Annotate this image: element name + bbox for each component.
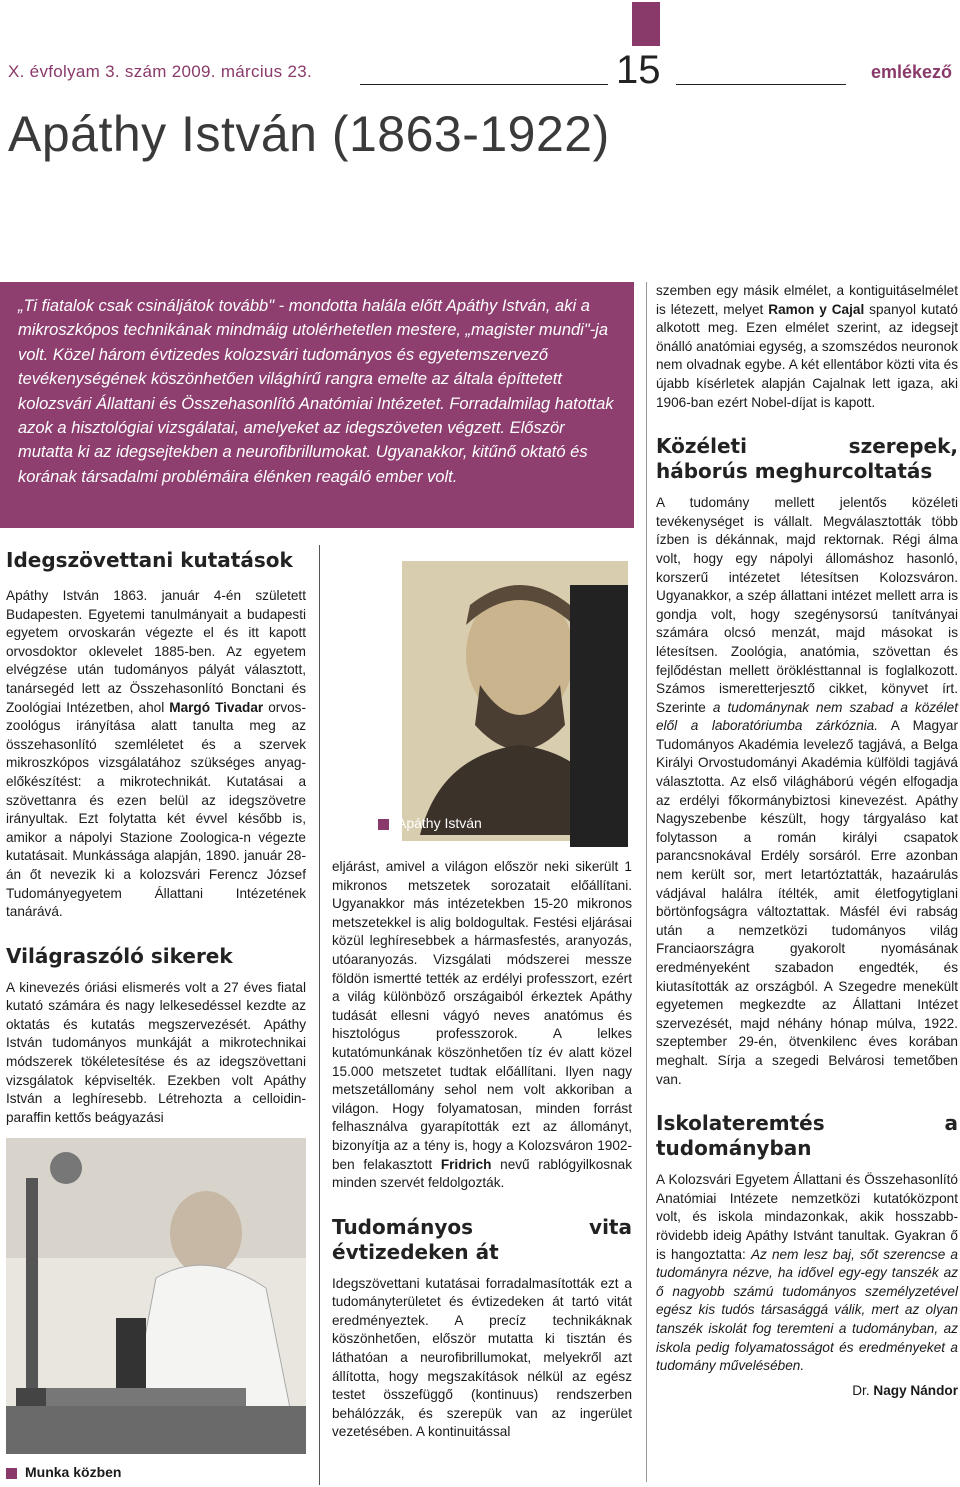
col3-p2-text-a: A tudomány mellett jelentős közéleti tevékenységet is vállalt. Megválasztották több ízben is dékánnak, majd rektornak. Régi álma volt, hogy egy nápolyi állomáshoz hasonló, korszerű intézetet létesítsen Kolozsváron. Ugyanakkor, a szép állattani intézet mellett arra is gondja volt, hogy szegénysorsú tanítványai számára olcsó menzát, majd másokat is létesítsen. Zoológia, anatómia, szövettan és fejlődéstan mellett öröklésttannal is foglalkozott. Számos ismeretterjesztő cikket, könyvet írt. Szerinte	[656, 495, 958, 715]
heading-tudomanyos-vita: Tudományos vita évtizedeken át	[332, 1214, 632, 1264]
photo-munka-kozben	[6, 1138, 306, 1454]
caption-munka-kozben	[6, 1464, 121, 1480]
col3-p1-name: Ramon y Cajal	[768, 301, 865, 317]
col3-paragraph-1	[656, 282, 958, 412]
col3-p1-text-a: szemben egy másik elmélet, a kontiguitáselmélet is létezett, melyet	[656, 283, 958, 317]
section-label: emlékező	[870, 62, 952, 82]
author-line	[656, 1382, 958, 1401]
col2-p1-text-b: nevű rablógyilkosnak minden szervét feldolgozták.	[332, 1156, 632, 1191]
author-name: Nagy Nándor	[873, 1382, 958, 1398]
col1-p1-text-a: Apáthy István 1863. január 4-én született Budapesten. Egyetemi tanulmányait a budapesti egyetem orvoskarán végezte el és itt kapott orvosdoktor oklevelet 1885-ben. Az egyetem elvégzése után tudományos pályát választott, tanársegéd lett az Összehasonlító Bonctani és Zoológiai Intézetben, ahol	[6, 588, 306, 715]
page-number: 15	[616, 48, 661, 92]
page-number-tab	[632, 2, 660, 46]
square-bullet-icon	[6, 1468, 17, 1479]
author-prefix: Dr.	[852, 1382, 870, 1398]
col1-paragraph-2: A kinevezés óriási elismerés volt a 27 éves fiatal kutató számára és nagy lelkesedéssel kezdte az oktatás és kutatás megszervezését. Apáthy István tudományos munkáját a mikrotechnikai módszerek tökéletesítése és az idegszövettani vizsgálatok képviselték. Ezekben volt Apáthy István a leghíresebb. Létrehozta a celloidin-paraffin kettős beágyazási	[6, 979, 306, 1125]
caption-apathy-istvan	[378, 815, 482, 831]
col1-p1-name: Margó Tivadar	[169, 699, 264, 715]
col1-paragraph-1	[6, 587, 306, 922]
heading-iskolateremtes: Iskolateremtés a tudományban	[656, 1111, 958, 1161]
photo-lab-illustration	[6, 1138, 306, 1454]
caption-text-2: Apáthy István	[397, 815, 482, 831]
col3-paragraph-2	[656, 494, 958, 1089]
article-title: Apáthy István (1863-1922)	[8, 106, 610, 162]
header-rule-right	[676, 84, 846, 85]
heading-idegszovettani: Idegszövettani kutatások	[6, 548, 293, 572]
col2-paragraph-2: Idegszövettani kutatásai forradalmasították ezt a tudományterületet és évtizedeken át tartó vitát eredményeztek. A precíz technikáknak köszönhetően, először mutatta ki tisztán és láthatóan a neurofibrillumokat, melyekről azt állította, hogy megszakítások nélkül az egész testet összefüggő (kontinuus) rendszerben behálózzák, és szerepük van az ingerület vezetésében. A kontinuitással	[332, 1275, 632, 1440]
col3-p2-text-b: A Magyar Tudományos Akadémia levelező tagjává, a Belga Királyi Orvostudományi Akadémia külföldi tagjává választotta. Az első világháború végén elfogadja az erdélyi főkormánybiztosi kinevezést. Apáthy Nagyszebenbe készült, hogy tárgyaláso kat folytasson a román királyi csapatok parancsnokával Erdély sorsáról. Erre azonban nem került sor, mert letartóztatták, hazaárulás vádjával halálra ítélték, amit életfogytiglani börtönfogságra változtattak. Másfél évi rabság után a nemzetközi tudományos világ Franciaországra gyakorolt nyomásának eredményeként szabadon engedték, és kiutasították az országból. A Szegedre menekült egyetemen megkezdte az Állattani Intézet szervezését, majd néhány hónap múlva, 1922. szeptember 29-én, ötvenkilenc éves korában meghalt. Sírja a szegedi Belvárosi temetőben van.	[656, 718, 958, 1087]
heading-vilagraszolo: Világraszóló sikerek	[6, 943, 233, 968]
header-rule-left	[360, 84, 608, 85]
col2-paragraph-1	[332, 858, 632, 1193]
heading-kozeleti: Közéleti szerepek, háborús meghurcoltatás	[656, 434, 958, 484]
photo-apathy-portrait	[330, 545, 628, 849]
lead-box	[0, 282, 634, 528]
issue-info: X. évfolyam 3. szám 2009. március 23.	[8, 62, 313, 81]
col2-p1-text-a: eljárást, amivel a világon először neki sikerült 1 mikronos metszetek sorozatait előállítani. Ugyanakkor más intézetekben 15-20 mikronos metszetekkel is alig boldogultak. Festési eljárásai közül leghíresebbek a hármasfestés, aranyozás, utóaranyozás. Vizsgálati módszerei messze földön ismertté tették az erdélyi professzort, ezért a világ különböző országaiból érkeztek Apáthy tudását ellesni vágyó neves anatómus és hisztológus professzorok. A lelkes kutatómunkának köszönhetően tíz év alatt közel 15.000 metszetet tudtak előállítani. Ilyen nagy metszetállomány sehol nem volt akkoriban a világon. Hogy folyamatosan, minden forrást felhasználva gyarapították ezt az állományt, bizonyítja az a tény is, hogy a Kolozsváron 1902-ben felakasztott	[332, 859, 632, 1172]
caption-text-1: Munka közben	[25, 1464, 122, 1480]
column-divider	[646, 282, 647, 1482]
col3-p3-quote: Az nem lesz baj, sőt szerencse a tudományra nézve, ha idővel egy-egy tanszék az ő nagyobb számú tudományos személyzetével egész kis tudós társasággá válik, mert az olyan tanszék iskolát fog teremteni a tudományban, az iskola pedig folyamatosságot és eredményeket a tudomány művelésében.	[656, 1246, 958, 1374]
square-bullet-icon	[378, 819, 389, 830]
col3-p2-quote: a tudománynak nem szabad a közélet elől a laboratóriumba zárkóznia.	[656, 699, 958, 734]
col3-p3-text-a: A Kolozsvári Egyetem Állattani és Összehasonlító Anatómiai Intézete nemzetközi kutatóközpont volt, és iskola mindazonkak, akik hosszabb-rövidebb ideig Apáthy Istvánt tanultak. Gyakran ő is hangoztatta:	[656, 1172, 958, 1262]
column-2	[332, 858, 632, 1442]
column-3	[656, 282, 958, 1400]
lead-text: „Ti fiatalok csak csináljátok tovább" - mondotta halála előtt Apáthy István, aki a mikroszkópos technikának mindmáig utolérhetetlen mestere, „magister mundi"-ja volt. Közel három évtizedes kolozsvári tudományos és egyetemszervező tevékenységének köszönhetően világhírű rangra emelte az általa építtetett kolozsvári Állattani és Összehasonlító Anatómiai Intézetet. Forradalmilag hatottak azok a hisztológiai vizsgálatai, amelyeket az idegszöveten végzett. Először mutatta ki az idegsejtekben a neurofibrillumokat. Ugyanakkor, kitűnő oktató és korának társadalmi problémáira élénken reagáló ember volt.	[18, 297, 614, 486]
portrait-illustration	[330, 545, 628, 849]
col3-paragraph-3	[656, 1171, 958, 1376]
col1-p1-text-b: orvos-zoológus irányítása alatt tanulta meg az összehasonlító szemléletet és a szervek mikroszkópos vizsgálatához szükséges anyag-előkészítést: a mikrotechnikát. Kutatásai a szövettanra és ezen belül az idegszövetre irányultak. Ezt folytatta két évvel később is, amikor a nápolyi Stazione Zoologica-n végezte kutatásait. Munkássága alapján, 1890. január 28-án őt nevezik ki a kolozsvári Ferencz József Tudományegyetem Állattani Intézetének tanárává.	[6, 699, 306, 920]
col3-p1-text-b: spanyol kutató alkotott meg. Ezen elmélet szerint, az idegsejt önálló anatómiai egység, a szomszédos neuronok nem olvadnak egybe. A két ellentábor közti vita és újabb kísérletek alapján Cajalnak lett igaza, aki 1906-ban ezért Nobel-díjat is kapott.	[656, 301, 958, 410]
column-divider-1	[319, 545, 320, 1485]
col2-p1-name: Fridrich	[440, 1156, 492, 1172]
column-1	[6, 548, 306, 1127]
